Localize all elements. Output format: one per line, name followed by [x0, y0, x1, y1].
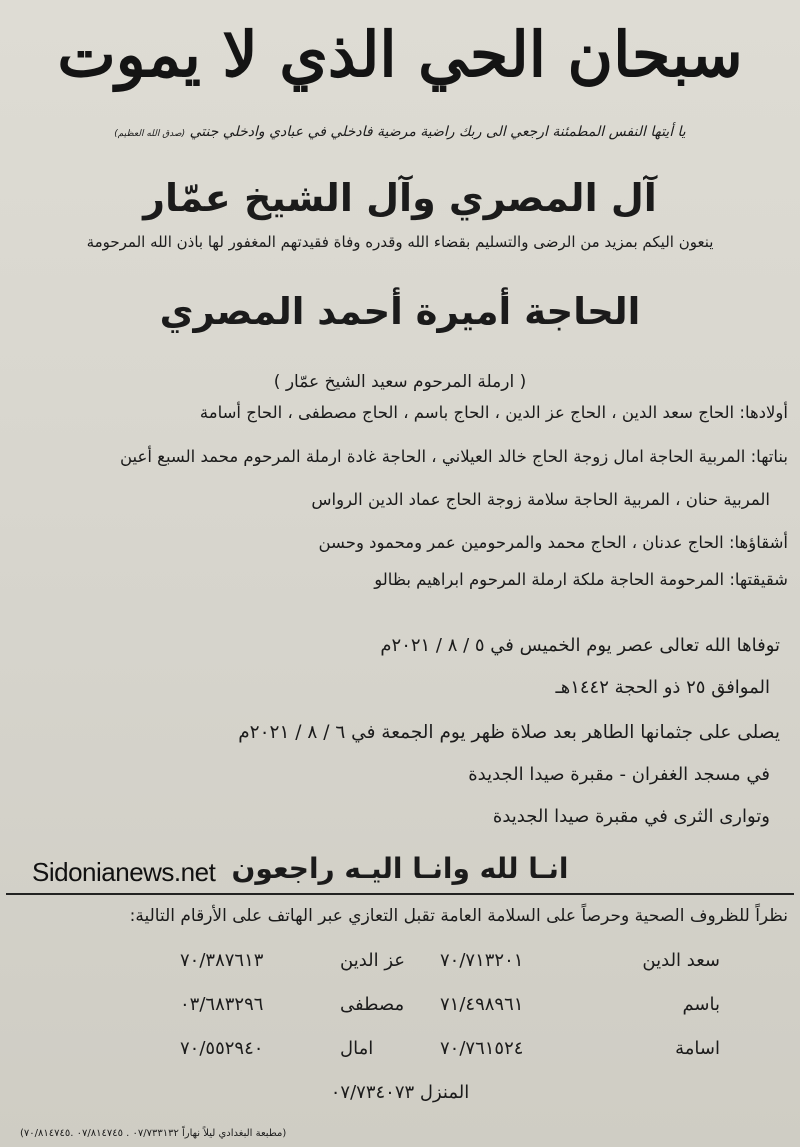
- quran-text: يا أيتها النفس المطمئنة ارجعي الى ربك راضية مرضية فادخلي في عبادي وادخلي جنتي: [189, 124, 686, 140]
- daughters-line: بناتها: المربية الحاجة امال زوجة الحاج خالد العيلاني ، الحاجة غادة ارملة المرحوم محمد السبع أعين: [119, 447, 788, 466]
- prayer-time: يصلى على جثمانها الطاهر بعد صلاة ظهر يوم الجمعة في ٦ / ٨ / ٢٠٢١م: [238, 722, 780, 743]
- phone-name: مصطفى: [340, 994, 405, 1015]
- phone-name: اسامة: [675, 1038, 720, 1059]
- sons-line: أولادها: الحاج سعد الدين ، الحاج عز الدين ، الحاج باسم ، الحاج مصطفى ، الحاج أسامة: [199, 403, 788, 422]
- phone-number[interactable]: ٧٠/٧١٣٢٠١: [440, 950, 524, 971]
- hijri-date: الموافق ٢٥ ذو الحجة ١٤٤٢هـ: [555, 677, 770, 698]
- site-watermark: Sidonianews.net: [32, 857, 216, 887]
- widow-of: ( ارملة المرحوم سعيد الشيخ عمّار ): [273, 372, 527, 392]
- phone-number[interactable]: ٧١/٤٩٨٩٦١: [440, 994, 524, 1015]
- condolence-note: نظراً للظروف الصحية وحرصاً على السلامة العامة تقبل التعازي عبر الهاتف على الأرقام التالية:: [129, 906, 788, 926]
- death-date: توفاها الله تعالى عصر يوم الخميس في ٥ / ٨ / ٢٠٢١م: [380, 635, 780, 656]
- phone-name: عز الدين: [340, 950, 406, 971]
- phone-row: [0, 950, 800, 990]
- deceased-name: الحاجة أميرة أحمد المصري: [159, 290, 641, 333]
- phone-number[interactable]: ٧٠/٥٥٢٩٤٠: [180, 1038, 264, 1059]
- home-phone[interactable]: المنزل ٠٧/٧٣٤٠٧٣: [330, 1082, 470, 1103]
- closing-verse: انـا لله وانـا اليـه راجعون: [231, 852, 569, 885]
- header-verse: سبحان الحي الذي لا يموت: [57, 18, 743, 91]
- sadaq-note: (صدق الله العظيم): [114, 129, 186, 139]
- announcement-text: ينعون اليكم بمزيد من الرضى والتسليم بقضاء الله وقدره وفاة فقيدتهم المغفور لها باذن الله المرحومة: [86, 233, 714, 251]
- sister-line: شقيقتها: المرحومة الحاجة ملكة ارملة المرحوم ابراهيم بظالو: [374, 570, 788, 589]
- brothers-line: أشقاؤها: الحاج عدنان ، الحاج محمد والمرحومين عمر ومحمود وحسن: [318, 533, 788, 552]
- burial-location: وتوارى الثرى في مقبرة صيدا الجديدة: [492, 806, 770, 827]
- phone-number[interactable]: ٠٣/٦٨٣٢٩٦: [180, 994, 264, 1015]
- phone-number[interactable]: ٧٠/٣٨٧٦١٣: [180, 950, 264, 971]
- section-divider: [6, 893, 794, 895]
- phone-name: سعد الدين: [642, 950, 720, 971]
- quran-verse: [0, 124, 800, 140]
- daughters-line-cont: المربية حنان ، المربية الحاجة سلامة زوجة الحاج عماد الدين الرواس: [311, 490, 770, 509]
- phone-row: [0, 1038, 800, 1078]
- families-title: آل المصري وآل الشيخ عمّار: [143, 176, 657, 220]
- phone-number[interactable]: ٧٠/٧٦١٥٢٤: [440, 1038, 524, 1059]
- phone-name: امال: [340, 1038, 374, 1059]
- mosque-location: في مسجد الغفران - مقبرة صيدا الجديدة: [468, 764, 770, 785]
- phone-row: [0, 994, 800, 1034]
- phone-name: باسم: [682, 994, 720, 1015]
- printer-credit: (مطبعة البغدادي ليلاً نهاراً ٠٧/٧٣٣١٣٢ . ٠٧/٨١٤٧٤٥ .٧٠/٨١٤٧٤٥): [20, 1128, 287, 1139]
